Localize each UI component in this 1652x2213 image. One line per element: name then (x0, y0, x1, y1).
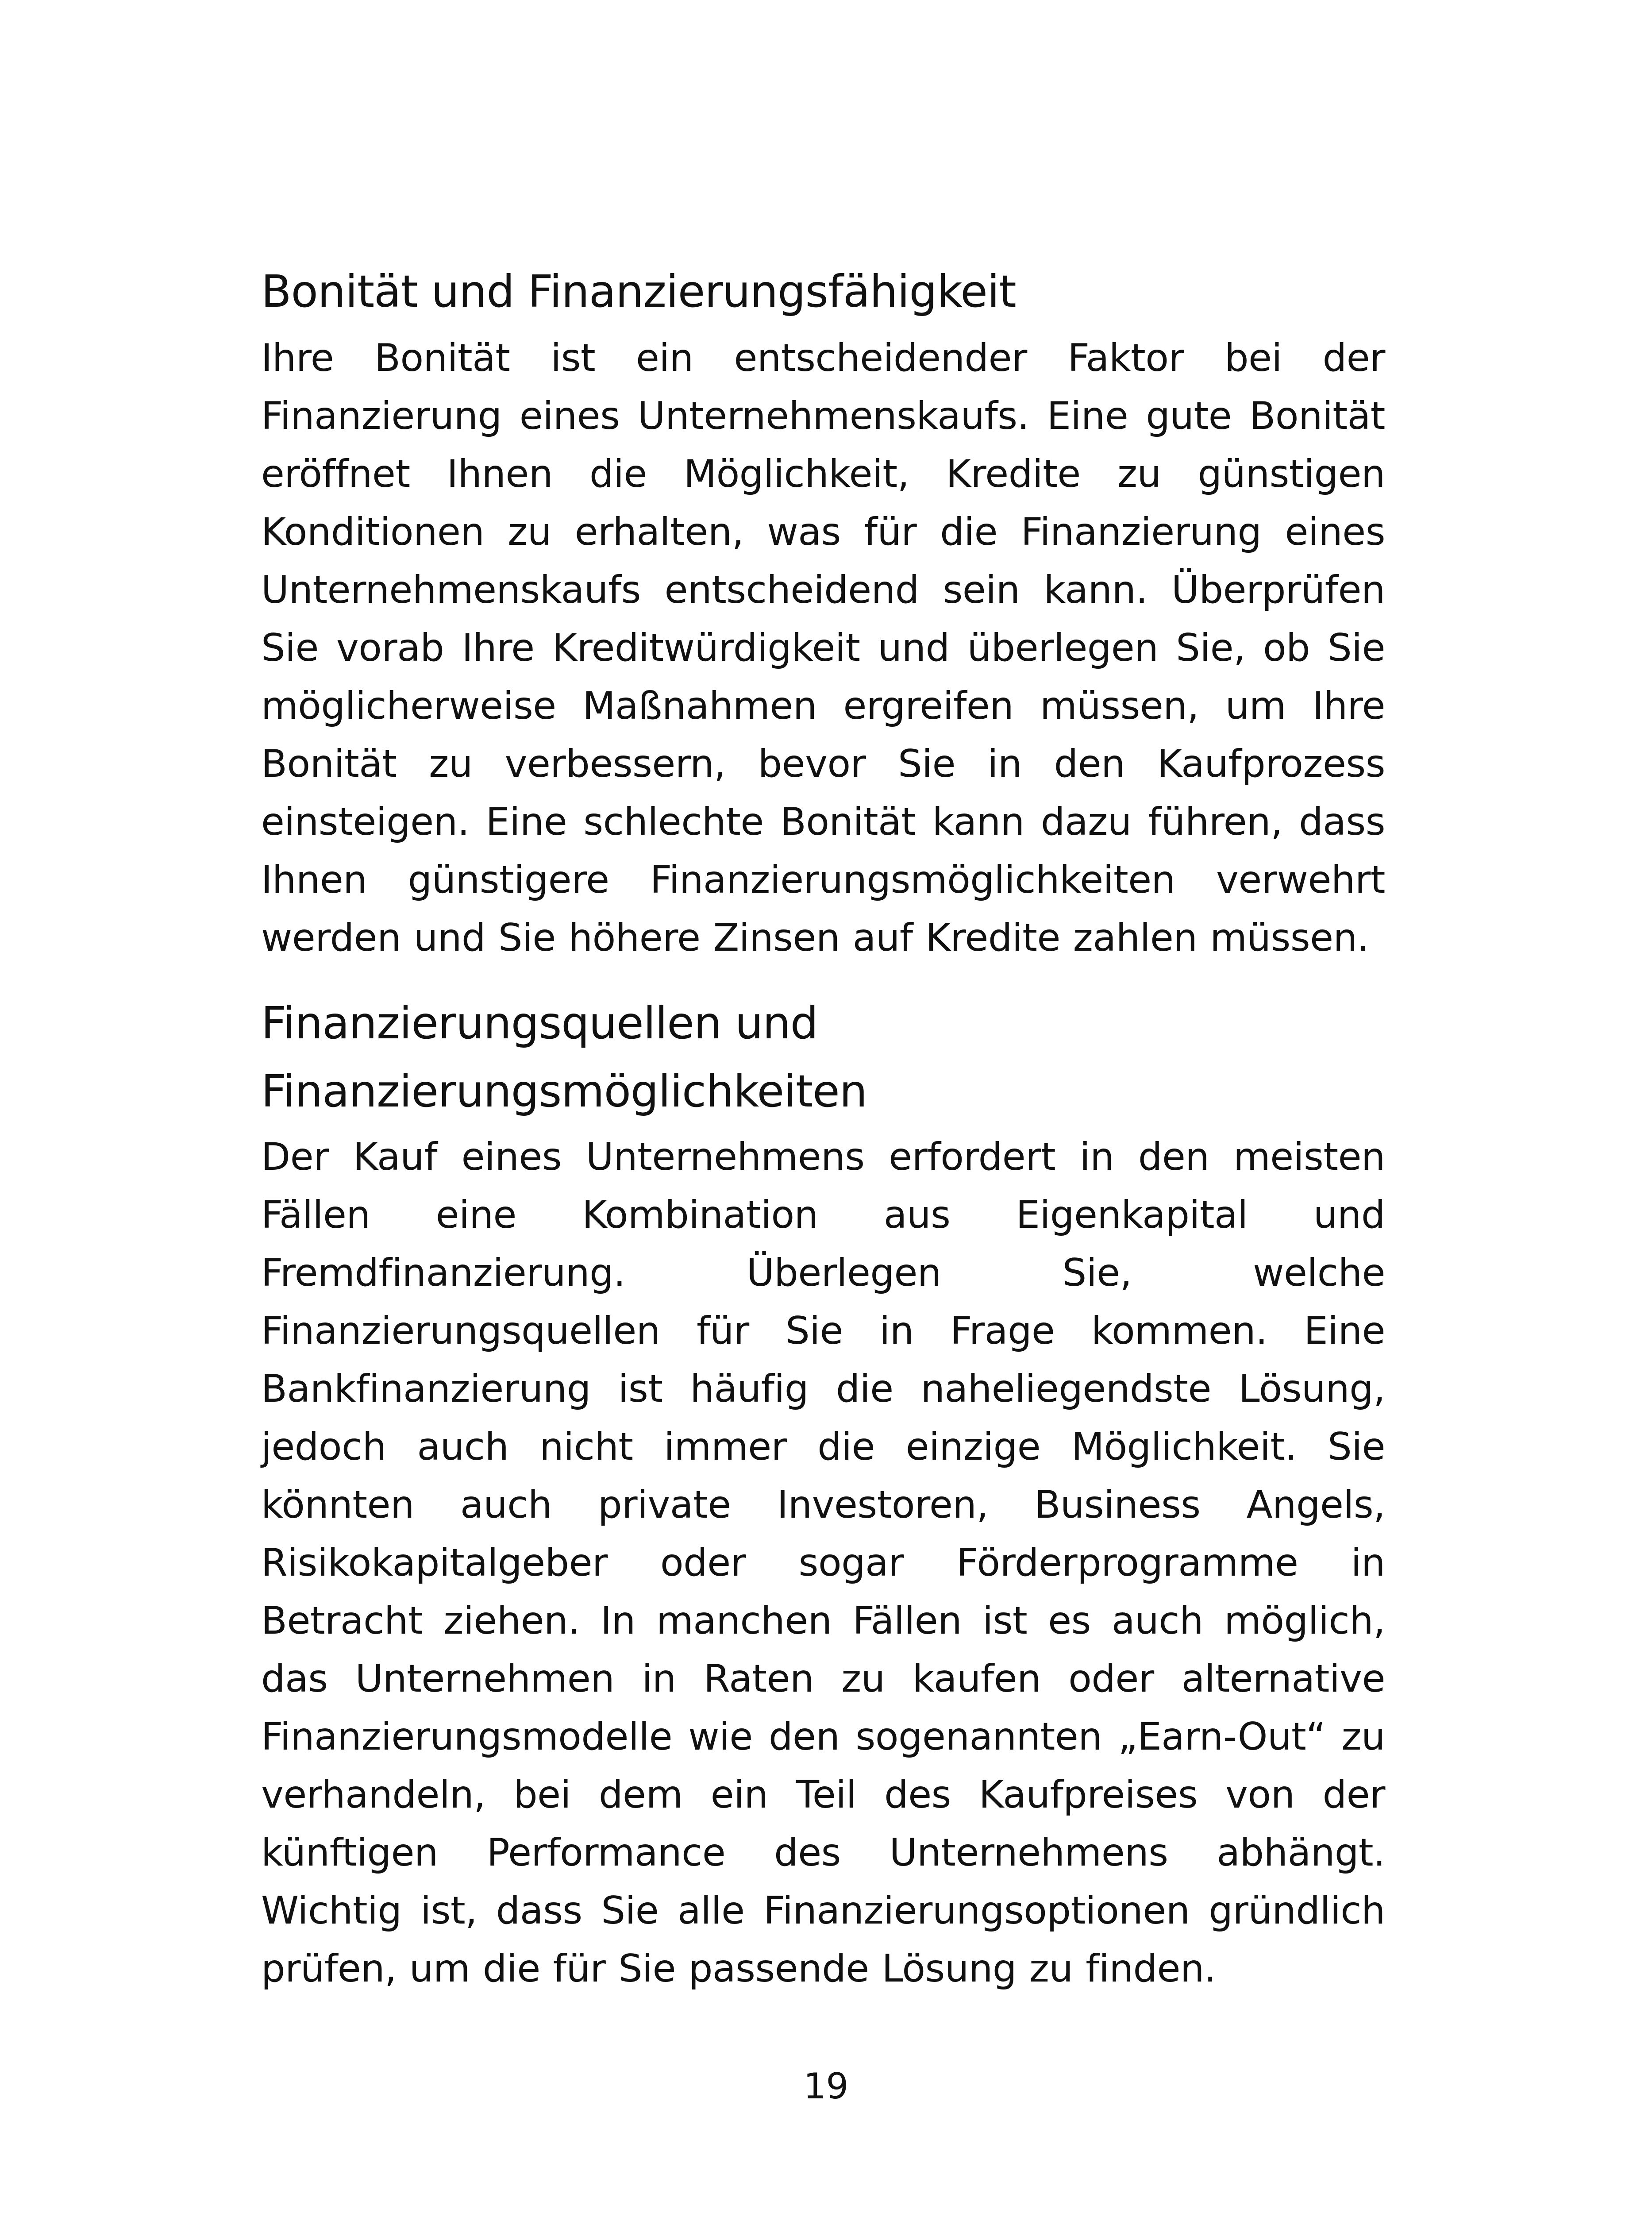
section-paragraph-finanzierungsquellen: Der Kauf eines Unternehmens erfordert in den meisten Fällen eine Kombination aus Eigenkapital und Fremdfinanzierung. Überlegen Sie, welche Finanzierungsquellen für Sie in Frage kommen. Eine Bankfinanzierung ist häufig die naheliegendste Lösung, jedoch auch nicht immer die einzige Möglichkeit. Sie könnten auch private Investoren, Business Angels, Risikokapitalgeber oder sogar Förderprogramme in Betracht ziehen. In manchen Fällen ist es auch möglich, das Unternehmen in Raten zu kaufen oder alternative Finanzierungsmodelle wie den sogenannten „Earn-Out“ zu verhandeln, bei dem ein Teil des Kaufpreises von der künftigen Performance des Unternehmens abhängt. Wichtig ist, dass Sie alle Finanzierungsoptionen gründlich prüfen, um die für Sie passende Lösung zu finden. (261, 1135, 1385, 1991)
section-heading-finanzierungsquellen (261, 989, 1385, 1126)
section-paragraph-bonitaet: Ihre Bonität ist ein entscheidender Faktor bei der Finanzierung eines Unternehmenskaufs. Eine gute Bonität eröffnet Ihnen die Möglichkeit, Kredite zu günstigen Konditionen zu erhalten, was für die Finanzierung eines Unternehmenskaufs entscheidend sein kann. Überprüfen Sie vorab Ihre Kreditwürdigkeit und überlegen Sie, ob Sie möglicherweise Maßnahmen ergreifen müssen, um Ihre Bonität zu verbessern, bevor Sie in den Kaufprozess einsteigen. Eine schlechte Bonität kann dazu führen, dass Ihnen günstigere Finanzierungsmöglichkeiten verwehrt werden und Sie höhere Zinsen auf Kredite zahlen müssen. (261, 336, 1385, 960)
page-content (261, 258, 1385, 1998)
section-heading-line-1: Finanzierungsquellen und (261, 997, 818, 1049)
section-heading-bonitaet: Bonität und Finanzierungsfähigkeit (261, 266, 1016, 317)
section-heading-line-2: Finanzierungsmöglichkeiten (261, 1065, 867, 1117)
page-number: 19 (803, 2066, 849, 2107)
